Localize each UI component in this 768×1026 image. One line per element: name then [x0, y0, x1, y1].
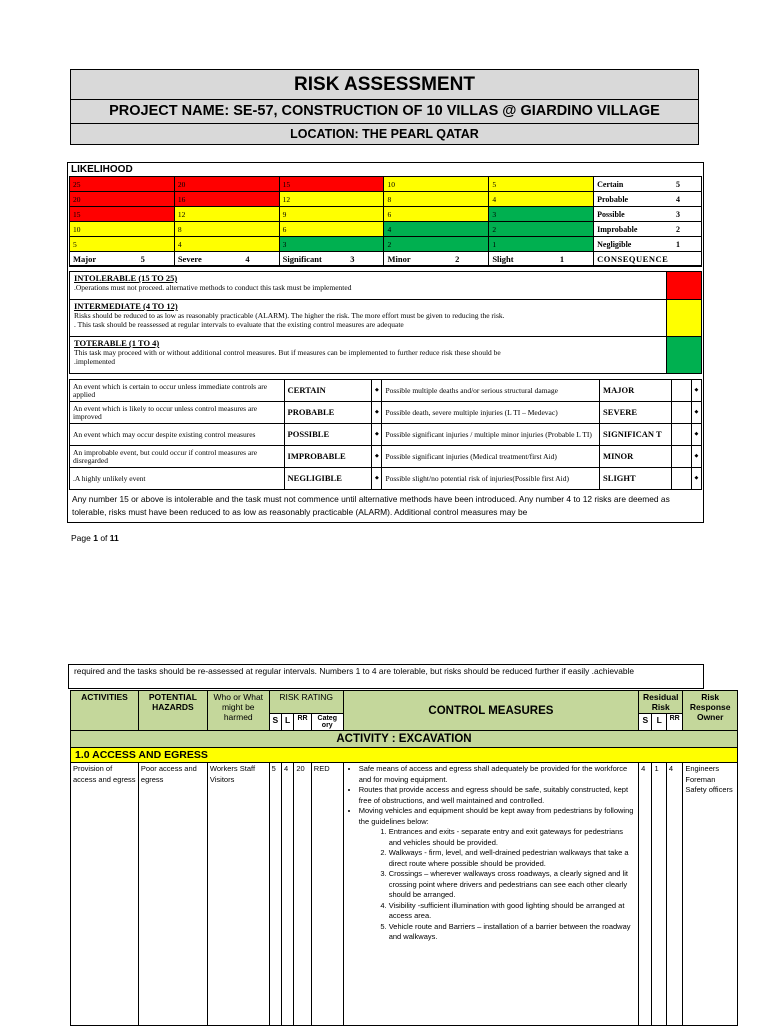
matrix-cell: 20 [70, 192, 175, 207]
matrix-row [70, 192, 702, 207]
effect-description: Possible slight/no potential risk of injuries(Possible first Aid) [382, 468, 600, 490]
row-res-rr: 4 [666, 763, 682, 1026]
risk-bands [69, 271, 702, 374]
blank-cell [672, 424, 692, 446]
row-who: Workers Staff Visitors [207, 763, 269, 1026]
blank-cell [672, 446, 692, 468]
band-intermediate: INTERMEDIATE (4 TO 12) Risks should be reduced to as low as reasonably practicable (ALARM). The higher the risk. The more effort must be given to reducing the risk. . This task should be reassessed at regular intervals to evaluate that the existing control measures are adequate [70, 300, 667, 337]
event-description: An improbable event, but could occur if control measures are disregarded [70, 446, 285, 468]
diamond-icon: ◆ [372, 380, 382, 402]
matrix-cell: 3 [279, 237, 384, 252]
section-title: 1.0 ACCESS AND EGRESS [71, 748, 738, 763]
definition-row [70, 424, 702, 446]
matrix-cell: 1 [489, 237, 594, 252]
definition-row [70, 446, 702, 468]
matrix-cell: 6 [279, 222, 384, 237]
likelihood-key: NEGLIGIBLE [284, 468, 372, 490]
matrix-row [70, 177, 702, 192]
matrix-cell: 4 [174, 237, 279, 252]
matrix-cell: 8 [384, 192, 489, 207]
row-res-s: 4 [639, 763, 652, 1026]
severity-key: MINOR [600, 446, 672, 468]
row-category: RED [311, 763, 343, 1026]
project-name: PROJECT NAME: SE-57, CONSTRUCTION OF 10 VILLAS @ GIARDINO VILLAGE [70, 100, 699, 124]
matrix-cell: 12 [174, 207, 279, 222]
control-sub-item: 1. Entrances and exits - separate entry and exit gateways for pedestrians and vehicles should be provided. [389, 827, 636, 848]
matrix-cell: 4 [384, 222, 489, 237]
project-location: LOCATION: THE PEARL QATAR [70, 124, 699, 145]
row-hazard: Poor access and egress [138, 763, 207, 1026]
event-description: An event which may occur despite existing control measures [70, 424, 285, 446]
blank-cell [672, 468, 692, 490]
row-activity: Provision of access and egress [71, 763, 139, 1026]
diamond-icon: ◆ [372, 446, 382, 468]
page-number: Page 1 of 11 [71, 533, 119, 543]
effect-description: Possible significant injuries / multiple minor injuries (Probable L TI) [382, 424, 600, 446]
col-res-l: L [652, 714, 666, 731]
diamond-icon: ◆ [372, 424, 382, 446]
matrix-cell: 15 [279, 177, 384, 192]
row-res-l: 1 [652, 763, 666, 1026]
col-risk-rating: RISK RATING [269, 691, 343, 714]
col-l: L [281, 714, 293, 731]
matrix-cell: 12 [279, 192, 384, 207]
consequence-label: Major 5 [70, 252, 175, 267]
likelihood-label: Certain 5 [594, 177, 702, 192]
consequence-label: Significant 3 [279, 252, 384, 267]
table-row [71, 763, 738, 1026]
effect-description: Possible death, severe multiple injuries (L TI – Medevac) [382, 402, 600, 424]
likelihood-label: Probable 4 [594, 192, 702, 207]
matrix-cell: 6 [384, 207, 489, 222]
likelihood-label: Improbable 2 [594, 222, 702, 237]
likelihood-key: PROBABLE [284, 402, 372, 424]
risk-note-part-1: Any number 15 or above is intolerable and the task must not commence until alternative methods have been introduced. Any number 4 to 12 risks are deemed as tolerable, risks must have been reduced to as low as reasonably practicable (ALARM). Additional control measures may be [72, 494, 670, 517]
intermediate-swatch [667, 300, 702, 337]
consequence-title: CONSEQUENCE [594, 252, 702, 267]
col-category: Categ ory [311, 714, 343, 731]
document-header [70, 69, 699, 145]
control-sub-item: 5. Vehicle route and Barriers – installation of a barrier between the roadway and walkways. [389, 922, 636, 943]
diamond-icon: ◆ [691, 380, 701, 402]
definition-row [70, 468, 702, 490]
likelihood-label: Possible 3 [594, 207, 702, 222]
matrix-cell: 10 [70, 222, 175, 237]
definition-row [70, 380, 702, 402]
matrix-cell: 9 [279, 207, 384, 222]
matrix-cell: 2 [489, 222, 594, 237]
effect-description: Possible multiple deaths and/or serious structural damage [382, 380, 600, 402]
row-rr: 20 [294, 763, 311, 1026]
blank-cell [672, 380, 692, 402]
col-control-measures: CONTROL MEASURES [343, 691, 638, 731]
matrix-cell: 8 [174, 222, 279, 237]
diamond-icon: ◆ [691, 402, 701, 424]
col-who-harmed: Who or What might be harmed [207, 691, 269, 731]
col-risk-owner: Risk Response Owner [683, 691, 738, 731]
consequence-label: Minor 2 [384, 252, 489, 267]
event-description: An event which is likely to occur unless control measures are improved [70, 402, 285, 424]
tolerable-swatch [667, 337, 702, 374]
blank-cell [672, 402, 692, 424]
document-title: RISK ASSESSMENT [70, 69, 699, 100]
row-s: 5 [269, 763, 281, 1026]
matrix-cell: 2 [384, 237, 489, 252]
diamond-icon: ◆ [691, 424, 701, 446]
likelihood-key: POSSIBLE [284, 424, 372, 446]
col-activities: ACTIVITIES [71, 691, 139, 731]
control-bullet: • Moving vehicles and equipment should be kept away from pedestrians by following the guidelines below: 1. Entrances and exits - separate entry and exit gateways for pedestrians and vehicles should be provided. 2. Walkways - firm, level, and well-drained pedestrian walkways that take a direct route where possible should be provided. 3. Crossings – wherever walkways cross roadways, a clearly signed and lit crossing point where drivers and pedestrians can see each other clearly should be arranged. 4. Visibility -sufficient illumination with good lighting should be arranged at access area. 5. Vehicle route and Barriers – installation of a barrier between the roadway and walkways. [359, 806, 636, 943]
matrix-cell: 5 [70, 237, 175, 252]
col-residual-risk: Residual Risk [639, 691, 683, 714]
likelihood-label: Negligible 1 [594, 237, 702, 252]
band-tolerable: TOTERABLE (1 TO 4) This task may proceed with or without additional control measures. But if measures can be implemented to further reduce risk these should be .implemented [70, 337, 667, 374]
matrix-cell: 16 [174, 192, 279, 207]
severity-key: SLIGHT [600, 468, 672, 490]
control-bullet: • Routes that provide access and egress should be safe, suitably constructed, kept free of obstructions, and well maintained and controlled. [359, 785, 636, 806]
row-control-measures [343, 763, 638, 1026]
control-bullet: • Safe means of access and egress shall adequately be provided for the workforce and for moving equipment. [359, 764, 636, 785]
risk-matrix [69, 176, 702, 267]
matrix-row [70, 207, 702, 222]
band-intolerable: INTOLERABLE (15 TO 25) .Operations must not proceed. alternative methods to conduct this task must be implemented [70, 272, 667, 300]
event-description: An event which is certain to occur unless immediate controls are applied [70, 380, 285, 402]
control-sub-item: 3. Crossings – wherever walkways cross roadways, a clearly signed and lit crossing point where drivers and pedestrians can see each other clearly should be arranged. [389, 869, 636, 901]
activity-title: ACTIVITY : EXCAVATION [71, 731, 738, 748]
risk-note-part-2: required and the tasks should be re-assessed at regular intervals. Numbers 1 to 4 are tolerable, but risks should be reduced further if easily .achievable [68, 664, 704, 689]
matrix-cell: 15 [70, 207, 175, 222]
intolerable-swatch [667, 272, 702, 300]
col-potential-hazards: POTENTIAL HAZARDS [138, 691, 207, 731]
diamond-icon: ◆ [372, 468, 382, 490]
row-l: 4 [281, 763, 293, 1026]
definitions-table [69, 379, 702, 490]
col-s: S [269, 714, 281, 731]
diamond-icon: ◆ [372, 402, 382, 424]
matrix-cell: 4 [489, 192, 594, 207]
matrix-cell: 20 [174, 177, 279, 192]
col-res-rr: RR [666, 714, 682, 731]
matrix-row [70, 222, 702, 237]
likelihood-key: IMPROBABLE [284, 446, 372, 468]
likelihood-key: CERTAIN [284, 380, 372, 402]
row-owner: Engineers Foreman Safety officers [683, 763, 738, 1026]
consequence-row [70, 252, 702, 267]
severity-key: SIGNIFICAN T [600, 424, 672, 446]
risk-assessment-table [70, 690, 738, 1026]
severity-key: SEVERE [600, 402, 672, 424]
effect-description: Possible significant injuries (Medical treatment/first Aid) [382, 446, 600, 468]
diamond-icon: ◆ [691, 468, 701, 490]
control-sub-item: 2. Walkways - firm, level, and well-drained pedestrian walkways that take a direct route where possible should be provided. [389, 848, 636, 869]
event-description: .A highly unlikely event [70, 468, 285, 490]
consequence-label: Slight 1 [489, 252, 594, 267]
matrix-cell: 25 [70, 177, 175, 192]
matrix-cell: 3 [489, 207, 594, 222]
diamond-icon: ◆ [691, 446, 701, 468]
consequence-label: Severe 4 [174, 252, 279, 267]
control-sub-item: 4. Visibility -sufficient illumination with good lighting should be arranged at access area. [389, 901, 636, 922]
likelihood-title: LIKELIHOOD [71, 164, 133, 175]
matrix-cell: 10 [384, 177, 489, 192]
col-rr: RR [294, 714, 311, 731]
severity-key: MAJOR [600, 380, 672, 402]
risk-matrix-box [67, 162, 704, 523]
col-res-s: S [639, 714, 652, 731]
matrix-cell: 5 [489, 177, 594, 192]
definition-row [70, 402, 702, 424]
matrix-row [70, 237, 702, 252]
